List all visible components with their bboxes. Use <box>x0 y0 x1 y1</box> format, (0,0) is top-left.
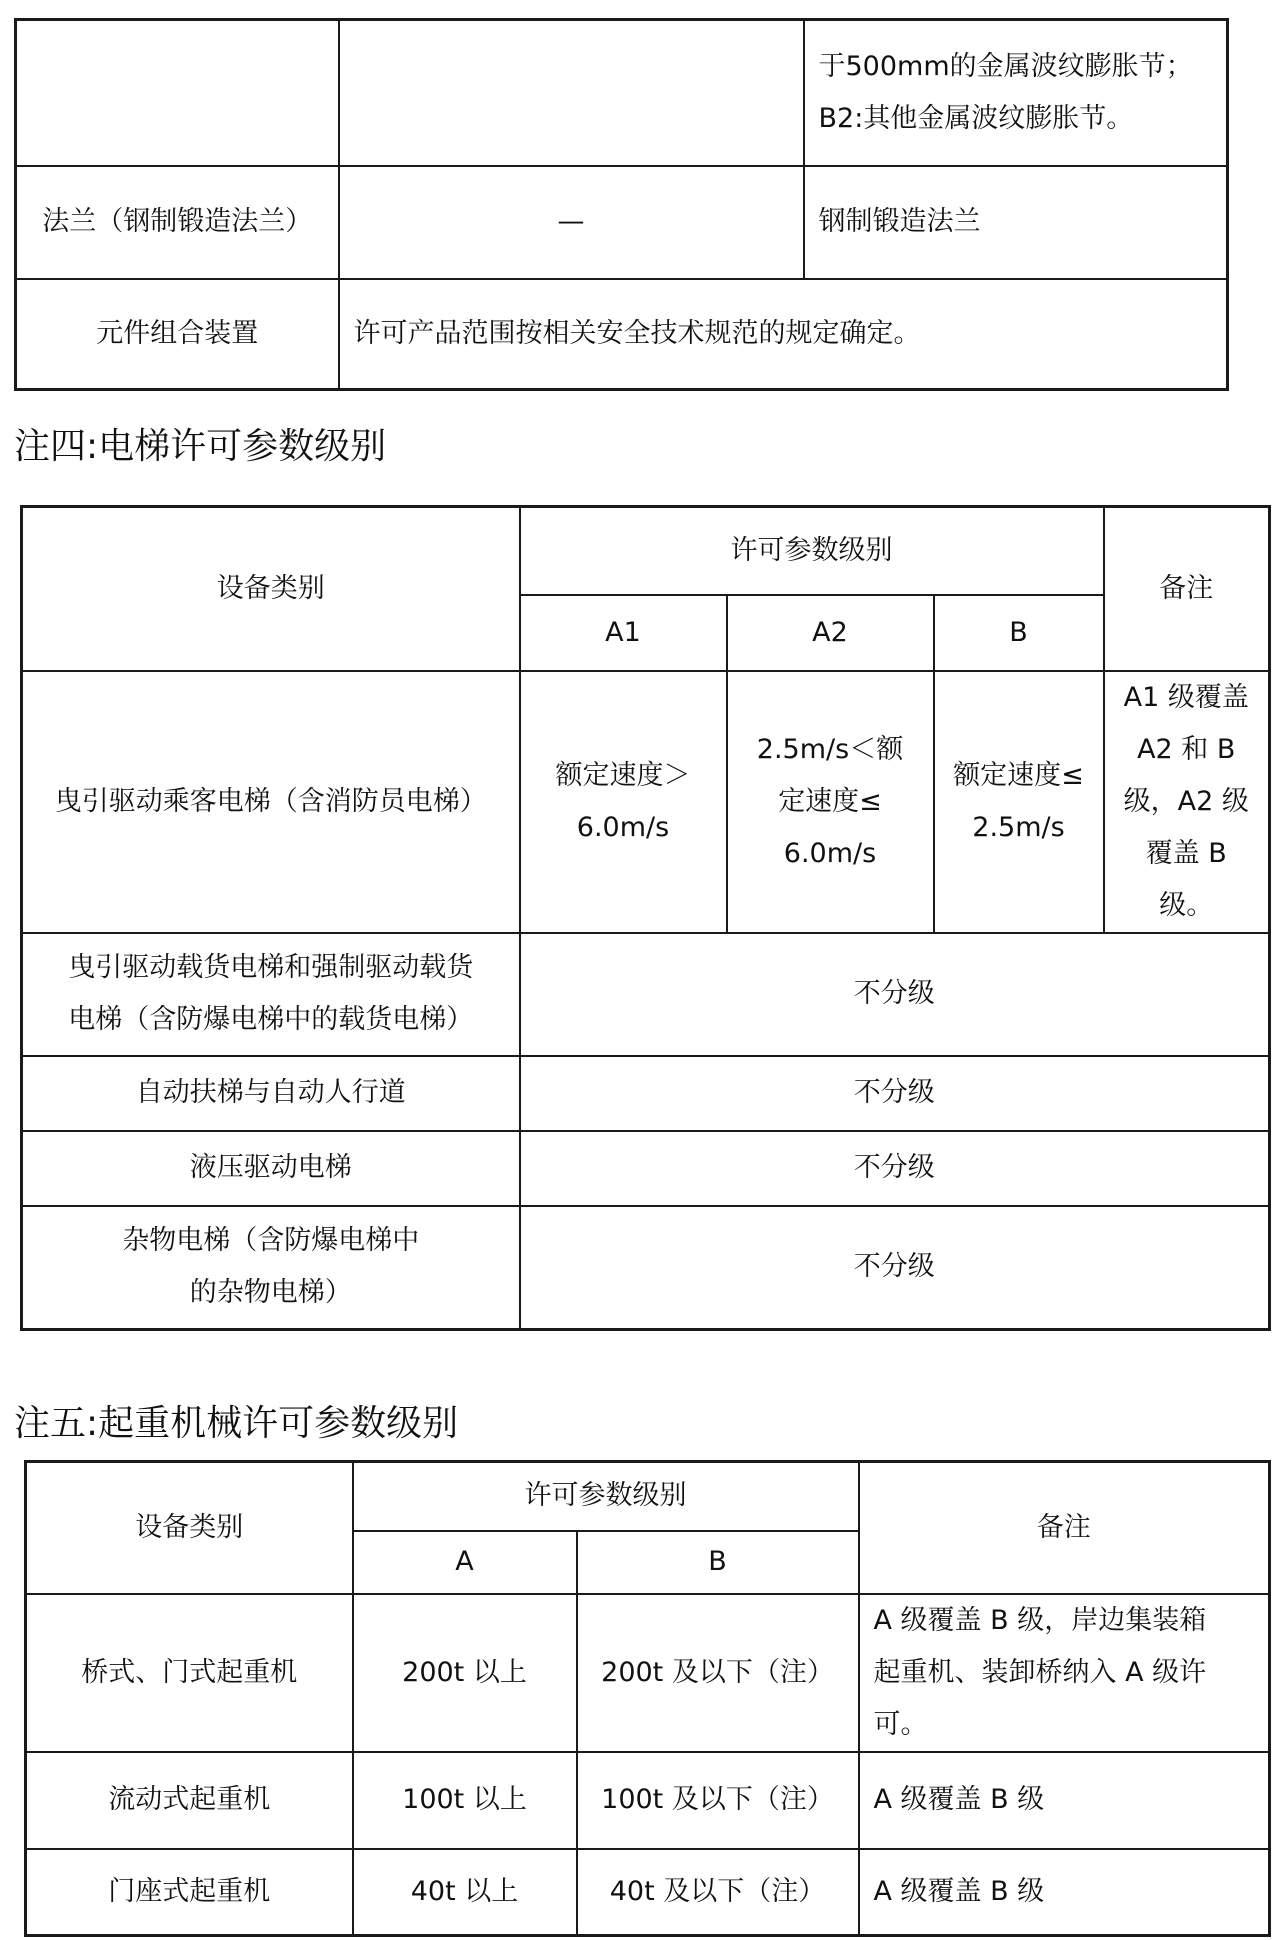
mobile-crane-a: 100t 以上 <box>353 1752 577 1849</box>
passenger-a1 <box>520 671 727 933</box>
crane-header-levels: 许可参数级别 <box>353 1462 859 1531</box>
bellows-line-1: 于500mm的金属波纹膨胀节； <box>818 50 1193 82</box>
header-a2: A2 <box>727 595 934 671</box>
portal-crane-a: 40t 以上 <box>353 1849 577 1936</box>
passenger-a2-line-1: 2.5m/s＜额 <box>756 733 904 765</box>
passenger-note <box>1104 671 1270 933</box>
flange-description: 钢制锻造法兰 <box>804 166 1228 279</box>
flange-level: — <box>339 166 804 279</box>
crane-heading: 注五:起重机械许可参数级别 <box>14 1403 459 1444</box>
header-levels: 许可参数级别 <box>520 507 1104 595</box>
assembly-category: 元件组合装置 <box>16 279 339 390</box>
passenger-note-line-2: A2 和 B <box>1137 733 1236 765</box>
header-category: 设备类别 <box>22 507 520 671</box>
header-b: B <box>934 595 1104 671</box>
bridge-crane-a: 200t 以上 <box>353 1594 577 1752</box>
passenger-elevator-category: 曳引驱动乘客电梯（含消防员电梯） <box>22 671 520 933</box>
bridge-note-line-3: 可。 <box>873 1708 928 1740</box>
freight-elevator-category <box>22 933 520 1056</box>
passenger-note-line-1: A1 级覆盖 <box>1123 681 1249 713</box>
bridge-crane-note <box>859 1594 1270 1752</box>
flange-category: 法兰（钢制锻造法兰） <box>16 166 339 279</box>
passenger-note-line-3: 级，A2 级 <box>1123 785 1249 817</box>
mobile-crane-b: 100t 及以下（注） <box>577 1752 859 1849</box>
pressure-parts-table <box>14 18 1229 391</box>
passenger-note-line-4: 覆盖 B 级。 <box>1145 837 1227 921</box>
header-a1: A1 <box>520 595 727 671</box>
dumbwaiter-category-line-2: 的杂物电梯） <box>189 1277 352 1309</box>
mobile-crane-note: A 级覆盖 B 级 <box>859 1752 1270 1849</box>
bellows-description <box>804 20 1228 166</box>
crane-header-category: 设备类别 <box>26 1462 353 1594</box>
freight-category-line-1: 曳引驱动载货电梯和强制驱动载货 <box>68 952 474 983</box>
passenger-b-line-2: 2.5m/s <box>972 811 1065 843</box>
mobile-crane-category: 流动式起重机 <box>26 1752 353 1849</box>
bridge-note-line-1: A 级覆盖 B 级，岸边集装箱 <box>873 1604 1207 1636</box>
passenger-a1-line-2: 6.0m/s <box>576 811 670 843</box>
bridge-crane-b: 200t 及以下（注） <box>577 1594 859 1752</box>
escalator-level: 不分级 <box>520 1056 1270 1131</box>
passenger-b-line-1: 额定速度≤ <box>953 759 1084 791</box>
dumbwaiter-category <box>22 1206 520 1330</box>
passenger-b <box>934 671 1104 933</box>
passenger-a2-line-2: 定速度≤ <box>778 785 882 817</box>
elevator-table <box>20 505 1271 1331</box>
freight-category-line-2: 电梯（含防爆电梯中的载货电梯） <box>68 1004 474 1035</box>
crane-header-b: B <box>577 1531 859 1594</box>
cell-empty-1 <box>16 20 339 166</box>
dumbwaiter-level: 不分级 <box>520 1206 1270 1330</box>
crane-header-note: 备注 <box>859 1462 1270 1594</box>
header-note: 备注 <box>1104 507 1270 671</box>
cell-empty-2 <box>339 20 804 166</box>
dumbwaiter-category-line-1: 杂物电梯（含防爆电梯中 <box>122 1225 420 1257</box>
escalator-category: 自动扶梯与自动人行道 <box>22 1056 520 1131</box>
crane-table <box>24 1460 1271 1937</box>
portal-crane-b: 40t 及以下（注） <box>577 1849 859 1936</box>
bridge-note-line-2: 起重机、装卸桥纳入 A 级许 <box>873 1656 1207 1688</box>
passenger-a1-line-1: 额定速度＞ <box>555 759 691 791</box>
hydraulic-elevator-category: 液压驱动电梯 <box>22 1131 520 1206</box>
hydraulic-level: 不分级 <box>520 1131 1270 1206</box>
passenger-a2 <box>727 671 934 933</box>
portal-crane-category: 门座式起重机 <box>26 1849 353 1936</box>
portal-crane-note: A 级覆盖 B 级 <box>859 1849 1270 1936</box>
assembly-description: 许可产品范围按相关安全技术规范的规定确定。 <box>339 279 1228 390</box>
freight-level: 不分级 <box>520 933 1270 1056</box>
bellows-line-2: B2:其他金属波纹膨胀节。 <box>818 102 1134 134</box>
passenger-a2-line-3: 6.0m/s <box>783 837 877 869</box>
bridge-crane-category: 桥式、门式起重机 <box>26 1594 353 1752</box>
crane-header-a: A <box>353 1531 577 1594</box>
elevator-heading: 注四:电梯许可参数级别 <box>14 426 387 467</box>
